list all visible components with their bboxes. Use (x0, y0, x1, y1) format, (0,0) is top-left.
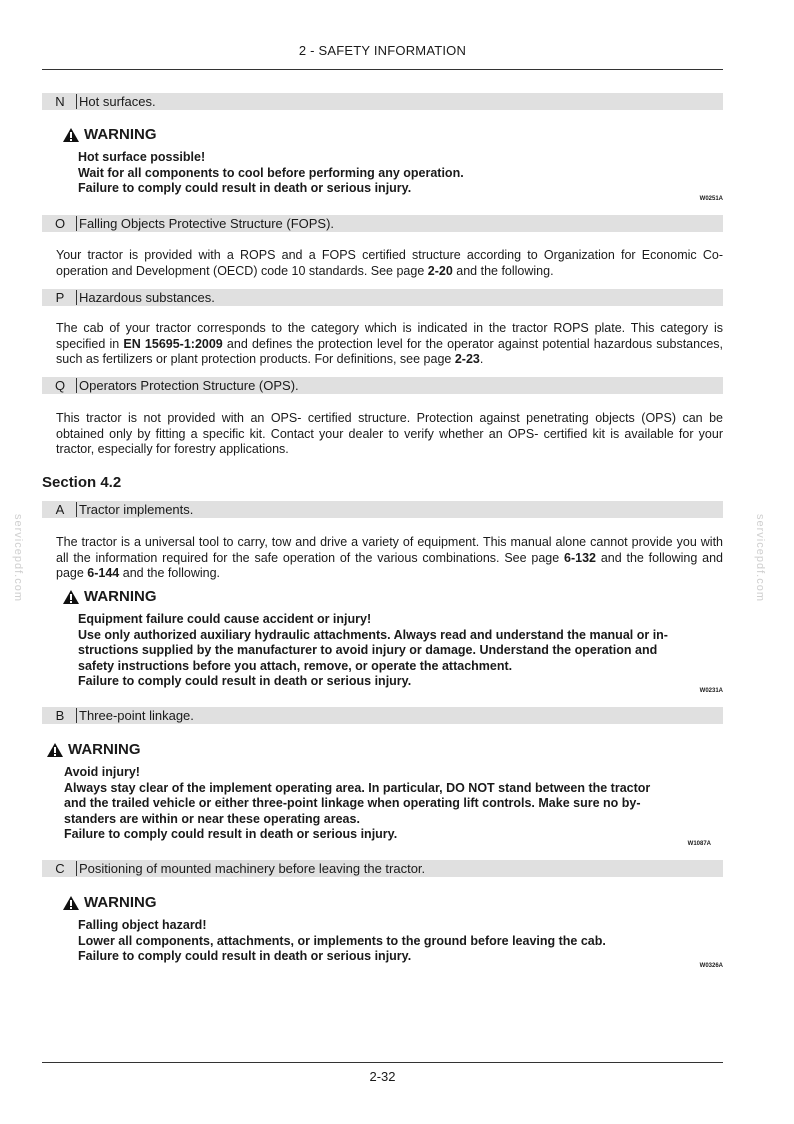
warning-line: structions supplied by the manufacturer to avoid injury or damage. Understand the operation and (78, 643, 658, 657)
warning-code: W0231A (699, 688, 723, 694)
item-letter: Q (54, 378, 66, 393)
item-label: Tractor implements. (79, 502, 194, 517)
warning-code: W0251A (699, 196, 723, 202)
warning-line: Failure to comply could result in death or serious injury. (64, 827, 398, 841)
footer-rule (42, 1062, 723, 1063)
warning-line: Avoid injury! (64, 765, 140, 779)
warning-triangle-icon (62, 127, 80, 143)
item-separator (76, 502, 77, 517)
item-separator (76, 94, 77, 109)
item-letter: N (55, 94, 65, 109)
warning-body (78, 612, 723, 690)
item-separator (76, 708, 77, 723)
item-letter: P (55, 290, 65, 305)
warning-line: Falling object hazard! (78, 918, 207, 932)
item-letter: C (55, 861, 65, 876)
warning-body (78, 150, 723, 197)
item-bar-hot-surfaces (42, 93, 723, 110)
item-label: Positioning of mounted machinery before leaving the tractor. (79, 861, 426, 876)
item-separator (76, 378, 77, 393)
warning-title (62, 126, 157, 143)
warning-triangle-icon (62, 589, 80, 605)
item-bar-hazardous-substances (42, 289, 723, 306)
warning-triangle-icon (46, 742, 64, 758)
warning-label: WARNING (84, 588, 157, 605)
item-bar-three-point-linkage (42, 707, 723, 724)
warning-body (64, 765, 702, 843)
item-separator (76, 290, 77, 305)
paragraph-fops: Your tractor is provided with a ROPS and a FOPS certified structure according to Organization for Economic Co-operation and Development (OECD) code 10 standards. See page 2-20 and the following. (56, 248, 723, 278)
item-bar-tractor-implements (42, 501, 723, 518)
paragraph-implements: The tractor is a universal tool to carry, tow and drive a variety of equipment. This manual alone cannot provide you with all the information required for the safe operation of the various combinations. See page 6-132 and the following and page 6-144 and the following. (56, 535, 723, 580)
warning-line: Failure to comply could result in death or serious injury. (78, 674, 412, 688)
warning-label: WARNING (84, 126, 157, 143)
item-letter: A (55, 502, 65, 517)
warning-title (46, 741, 141, 758)
page-header-title: 2 - SAFETY INFORMATION (298, 43, 467, 58)
item-bar-ops (42, 377, 723, 394)
item-label: Hazardous substances. (79, 290, 215, 305)
warning-line: Always stay clear of the implement operating area. In particular, DO NOT stand between the tractor (64, 780, 651, 795)
section-title: Section 4.2 (42, 474, 122, 491)
item-letter: O (54, 216, 66, 231)
warning-line: Wait for all components to cool before performing any operation. (78, 165, 464, 180)
warning-code: W1087A (687, 841, 711, 847)
warning-line: Hot surface possible! (78, 150, 206, 164)
item-bar-fops (42, 215, 723, 232)
item-label: Hot surfaces. (79, 94, 156, 109)
item-separator (76, 216, 77, 231)
item-separator (76, 861, 77, 876)
warning-label: WARNING (84, 894, 157, 911)
warning-code: W0326A (699, 963, 723, 969)
warning-line: Equipment failure could cause accident or injury! (78, 612, 372, 626)
page-number: 2-32 (369, 1069, 396, 1084)
warning-body (78, 918, 723, 965)
header-rule (42, 69, 723, 70)
warning-line: and the trailed vehicle or either three-point linkage when operating lift controls. Make sure no by- (64, 796, 641, 810)
watermark-left: servicepdf.com (11, 514, 24, 602)
item-label: Three-point linkage. (79, 708, 194, 723)
item-letter: B (55, 708, 65, 723)
paragraph-ops: This tractor is not provided with an OPS- certified structure. Protection against penetrating objects (OPS) can be obtained only by fitting a specific kit. Contact your dealer to verify whether an OPS- certified kit is available for your tractor, especially for forestry applications. (56, 411, 723, 456)
warning-line: safety instructions before you attach, remove, or operate the attachment. (78, 658, 513, 673)
warning-line: Failure to comply could result in death or serious injury. (78, 949, 412, 963)
watermark-right: servicepdf.com (753, 514, 766, 602)
warning-line: Use only authorized auxiliary hydraulic attachments. Always read and understand the manual or in- (78, 627, 668, 642)
warning-line: Lower all components, attachments, or implements to the ground before leaving the cab. (78, 933, 606, 948)
item-label: Operators Protection Structure (OPS). (79, 378, 299, 393)
item-label: Falling Objects Protective Structure (FOPS). (79, 216, 335, 231)
warning-triangle-icon (62, 895, 80, 911)
warning-label: WARNING (68, 741, 141, 758)
warning-title (62, 588, 157, 605)
warning-line: standers are within or near these operating areas. (64, 811, 360, 826)
paragraph-hazardous: The cab of your tractor corresponds to the category which is indicated in the tractor ROPS plate. This category is specified in EN 15695-1:2009 and defines the protection level for the operator against potential hazardous substances, such as fertilizers or plant protection products. For definitions, see page 2-23. (56, 321, 723, 366)
item-bar-positioning-machinery (42, 860, 723, 877)
warning-line: Failure to comply could result in death or serious injury. (78, 181, 412, 195)
warning-title (62, 894, 157, 911)
